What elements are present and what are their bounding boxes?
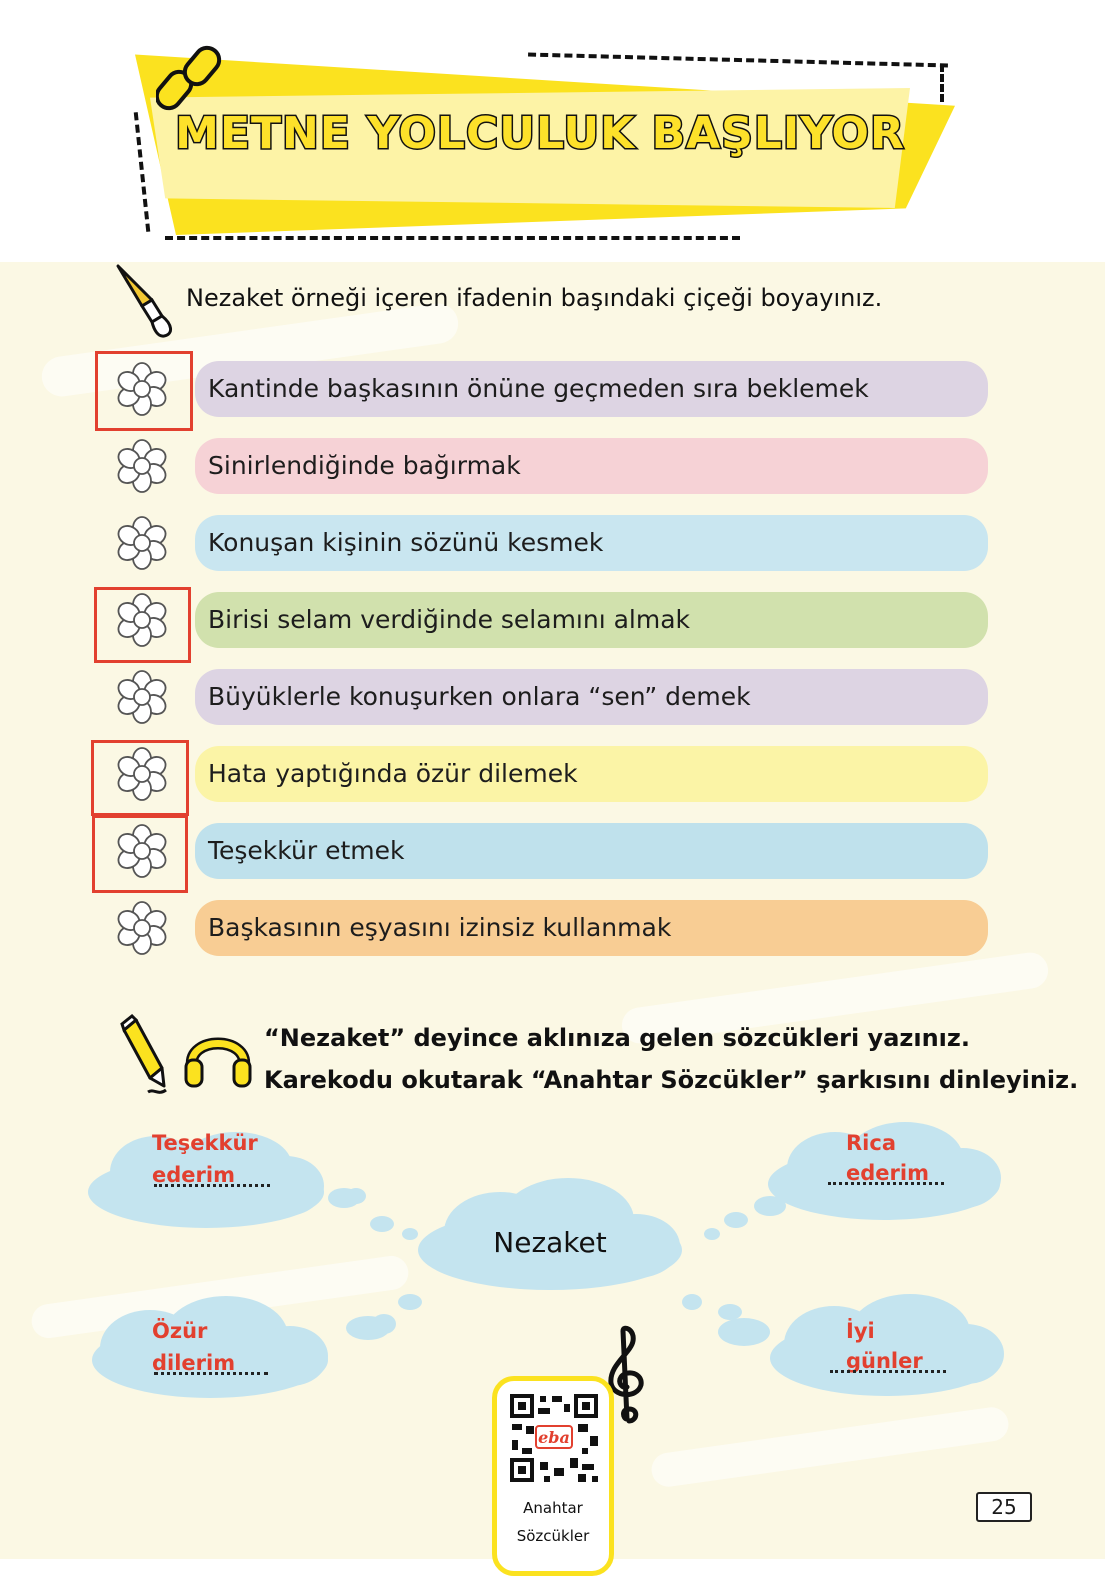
answer-mark-box (94, 587, 191, 663)
paint-brush-icon (112, 262, 176, 340)
answer-bottom-right-line2: günler (846, 1349, 923, 1373)
page-title: METNE YOLCULUK BAŞLIYOR (175, 108, 905, 159)
headphones-icon (182, 1022, 254, 1090)
pencil-icon (118, 1014, 172, 1098)
statement-item: Kantinde başkasının önüne geçmeden sıra beklemek (195, 361, 988, 417)
qr-code[interactable] (508, 1392, 600, 1484)
answer-bottom-left-line2: dilerim (152, 1351, 236, 1375)
answer-mark-box (91, 740, 189, 816)
activity2-instruction-line1: “Nezaket” deyince aklınıza gelen sözcükleri yazınız. (264, 1024, 970, 1052)
dashed-border (940, 64, 944, 102)
answer-line[interactable] (830, 1370, 946, 1373)
answer-top-left-line1: Teşekkür (152, 1131, 258, 1155)
statement-item: Başkasının eşyasını izinsiz kullanmak (195, 900, 988, 956)
flower-icon[interactable] (114, 900, 170, 956)
flower-icon[interactable] (114, 669, 170, 725)
answer-line[interactable] (154, 1372, 268, 1375)
statement-item: Hata yaptığında özür dilemek (195, 746, 988, 802)
chain-link-icon (156, 42, 228, 114)
dashed-border (528, 53, 948, 68)
qr-label-line1: Anahtar (523, 1499, 583, 1517)
cloud-puffs (320, 1184, 430, 1244)
answer-top-left-line2: ederim (152, 1163, 235, 1187)
qr-label-line2: Sözcükler (516, 1527, 590, 1545)
statement-item: Teşekkür etmek (195, 823, 988, 879)
center-word: Nezaket (493, 1226, 607, 1259)
flower-icon[interactable] (114, 515, 170, 571)
answer-top-right-line2: ederim (846, 1161, 929, 1185)
answer-line[interactable] (828, 1182, 944, 1185)
qr-label (497, 1494, 609, 1550)
statement-item: Birisi selam verdiğinde selamını almak (195, 592, 988, 648)
cloud-puffs (680, 1290, 790, 1350)
dashed-border (165, 236, 740, 240)
cloud-puffs (340, 1290, 460, 1350)
dashed-border (134, 112, 151, 232)
flower-icon[interactable] (114, 438, 170, 494)
answer-bottom-left-line1: Özür (152, 1319, 208, 1343)
answer-mark-box (95, 351, 193, 431)
cloud-puffs (700, 1190, 790, 1244)
statement-item: Konuşan kişinin sözünü kesmek (195, 515, 988, 571)
statement-item: Büyüklerle konuşurken onlara “sen” demek (195, 669, 988, 725)
page-number: 25 (976, 1492, 1032, 1522)
answer-bottom-right-line1: İyi (846, 1319, 875, 1343)
activity1-instruction: Nezaket örneği içeren ifadenin başındaki çiçeği boyayınız. (186, 284, 883, 312)
answer-line[interactable] (154, 1184, 270, 1187)
qr-logo: eba (538, 1428, 570, 1447)
answer-top-right-line1: Rica (846, 1131, 896, 1155)
activity2-instruction-line2: Karekodu okutarak “Anahtar Sözcükler” şarkısını dinleyiniz. (264, 1066, 1079, 1094)
statement-item: Sinirlendiğinde bağırmak (195, 438, 988, 494)
answer-mark-box (92, 815, 188, 893)
